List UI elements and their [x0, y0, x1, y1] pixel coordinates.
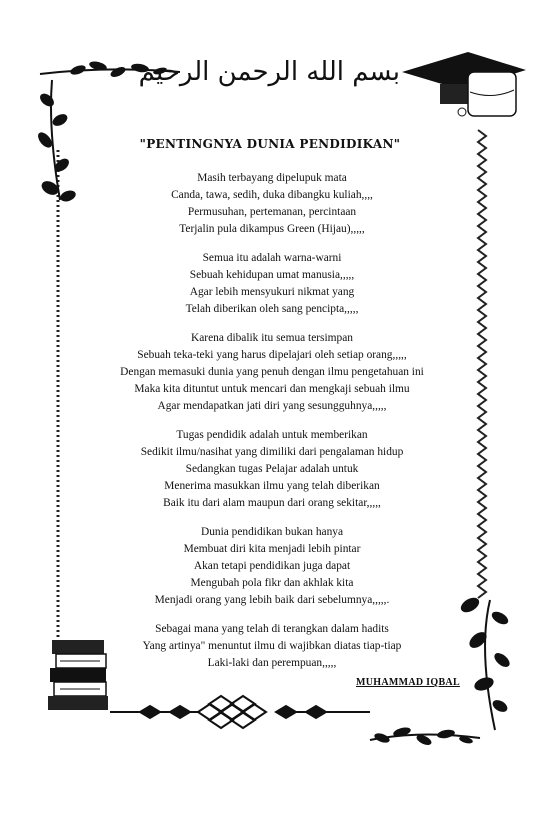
poem-line: Masih terbayang dipelupuk mata: [197, 172, 347, 184]
poem-line: Sebuah teka-teki yang harus dipelajari oleh setiap orang,,,,,: [137, 348, 407, 361]
bottom-ornament: [110, 696, 370, 728]
poem-body: [60, 170, 484, 683]
poem-line: Mengubah pola fikr dan akhlak kita: [190, 576, 354, 589]
poem-line: Sedangkan tugas Pelajar adalah untuk: [185, 462, 359, 475]
graduation-cap-icon: [402, 52, 526, 116]
poem-line: Telah diberikan oleh sang pencipta,,,,,: [185, 303, 359, 316]
poem-line: Akan tetapi pendidikan juga dapat: [193, 559, 351, 572]
poem-line: Yang artinya" menuntut ilmu di wajibkan diatas tiap-tiap: [142, 639, 402, 652]
poem-line: Agar lebih mensyukuri nikmat yang: [189, 286, 355, 299]
stanza-3: [60, 330, 484, 415]
poem-line: Agar mendapatkan jati diri yang sesungguhnya,,,,,: [157, 400, 387, 413]
stanza-6: [60, 621, 484, 672]
poem-line: Tugas pendidik adalah untuk memberikan: [176, 428, 368, 441]
poem-line: Karena dibalik itu semua tersimpan: [191, 331, 353, 344]
poem-line: Menerima masukkan ilmu yang telah diberikan: [164, 480, 380, 492]
poem-line: Sebagai mana yang telah di terangkan dalam hadits: [155, 622, 389, 635]
poem-line: Maka kita dituntut untuk mencari dan mengkaji sebuah ilmu: [134, 383, 410, 396]
stanza-1: [60, 170, 484, 238]
poem-line: Dengan memasuki dunia yang penuh dengan ilmu pengetahuan ini: [120, 365, 424, 378]
poem-line: Terjalin pula dikampus Green (Hijau),,,,,: [179, 223, 365, 236]
poem-line: Baik itu dari alam maupun dari orang sekitar,,,,,: [163, 497, 381, 510]
poem-title: "PENTINGNYA DUNIA PENDIDIKAN": [139, 137, 401, 151]
poem-line: Dunia pendidikan bukan hanya: [200, 525, 344, 538]
poem-line: Laki-laki dan perempuan,,,,,: [207, 656, 337, 669]
stanza-4: [60, 427, 484, 512]
bottom-right-vine: [370, 726, 480, 747]
poem-line: Menjadi orang yang lebih baik dari sebelumnya,,,,,.: [154, 594, 390, 607]
poem-line: Permusuhan, pertemanan, percintaan: [187, 206, 357, 219]
bismillah-calligraphy: بسم الله الرحمن الرحيم: [138, 57, 400, 87]
stanza-5: [60, 524, 484, 609]
poem-line: Sedikit ilmu/nasihat yang dimiliki dari pengalaman hidup: [140, 445, 404, 458]
poem-line: Semua itu adalah warna-warni: [202, 251, 342, 264]
author-name: MUHAMMAD IQBAL: [356, 677, 460, 688]
stanza-2: [60, 250, 484, 318]
poem-line: Sebuah kehidupan umat manusia,,,,,: [189, 268, 355, 281]
poem-line: Canda, tawa, sedih, duka dibangku kuliah,,,,: [171, 189, 373, 202]
poem-line: Membuat diri kita menjadi lebih pintar: [183, 542, 361, 555]
